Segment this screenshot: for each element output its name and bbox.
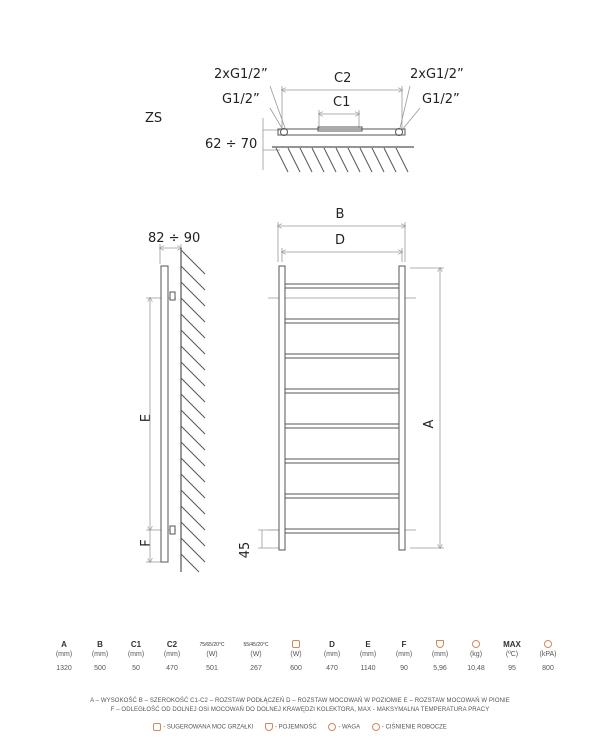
- dim-right-inner: G1/2”: [422, 92, 460, 107]
- spec-value: 10,48: [467, 665, 485, 672]
- dim-left-inner: G1/2”: [222, 92, 260, 107]
- dim-b-label: B: [335, 207, 345, 222]
- heater-power-icon: [153, 723, 161, 731]
- dim-d-label: D: [334, 233, 346, 248]
- spec-value: 1140: [360, 665, 376, 672]
- spec-value: 267: [250, 665, 262, 672]
- spec-value: 1320: [56, 665, 72, 672]
- spec-col-max: MAX (ºC): [503, 640, 521, 658]
- dim-e-label: E: [139, 413, 154, 423]
- dim-depth-top: 62 ÷ 70: [205, 137, 258, 152]
- weight-icon: [472, 640, 480, 648]
- dim-right-outer: 2xG1/2”: [410, 67, 464, 82]
- weight-icon: [328, 723, 336, 731]
- pressure-icon: [372, 723, 380, 731]
- spec-value: 50: [132, 665, 140, 672]
- dim-a-label: A: [422, 419, 437, 429]
- spec-value: 95: [508, 665, 516, 672]
- capacity-icon: [265, 723, 273, 731]
- spec-header-row: [46, 640, 566, 659]
- spec-col-b: B (mm): [91, 640, 109, 658]
- spec-value: 470: [326, 665, 338, 672]
- spec-col-weight: (kg): [458, 640, 494, 659]
- capacity-icon: [436, 640, 444, 648]
- spec-col-a: A (mm): [55, 640, 73, 658]
- top-view-label: ZS: [145, 111, 163, 126]
- spec-value: 600: [290, 665, 302, 672]
- legend-heater: - SUGEROWANA MOC GRZAŁKI: [153, 723, 253, 731]
- legend-capacity: - POJEMNOŚĆ: [265, 723, 317, 731]
- spec-value: 501: [206, 665, 218, 672]
- spec-value-row: [46, 659, 566, 672]
- spec-col-heater: (W): [278, 640, 314, 659]
- pressure-icon: [544, 640, 552, 648]
- spec-value: 500: [94, 665, 106, 672]
- dim-left-outer: 2xG1/2”: [214, 67, 268, 82]
- legend-line-2: F – ODLEGŁOŚĆ OD DOLNEJ OSI MOCOWAŃ DO DOLNEJ KRAWĘDZI KOLEKTORA, MAX - MAKSYMALNA TEMPERATURA PRACY: [110, 707, 490, 713]
- spec-col-c1: C1 (mm): [127, 640, 145, 658]
- icon-legend: [0, 723, 600, 731]
- dim-f-label: F: [139, 539, 154, 547]
- dim-c2-label: C2: [334, 71, 352, 86]
- spec-value: 800: [542, 665, 554, 672]
- spec-col-power-75: 75/65/20°C (W): [199, 642, 225, 658]
- spec-col-capacity: (mm): [422, 640, 458, 659]
- spec-table: [46, 640, 566, 672]
- side-view: [139, 231, 205, 572]
- spec-col-f: F (mm): [395, 640, 413, 658]
- top-view: [145, 67, 464, 172]
- legend-pressure: - CIŚNIENIE ROBOCZE: [372, 723, 447, 731]
- spec-value: 470: [166, 665, 178, 672]
- spec-col-e: E (mm): [359, 640, 377, 658]
- spec-col-c2: C2 (mm): [163, 640, 181, 658]
- spec-col-d: D (mm): [323, 640, 341, 658]
- heater-power-icon: [292, 640, 300, 648]
- dim-c1-label: C1: [333, 95, 351, 110]
- legend-line-1: A – WYSOKOŚĆ B – SZEROKOŚĆ C1-C2 – ROZSTAW PODŁĄCZEŃ D – ROZSTAW MOCOWAŃ W POZIOMIE E – ROZSTAW MOCOWAŃ W PIONIE: [90, 698, 510, 704]
- spec-col-power-55: 55/45/20°C (W): [243, 642, 269, 658]
- front-view: [238, 207, 444, 558]
- spec-value: 90: [400, 665, 408, 672]
- spec-col-pressure: (kPA): [530, 640, 566, 659]
- legend-weight: - WAGA: [328, 723, 360, 731]
- dim-depth-side: 82 ÷ 90: [148, 231, 201, 246]
- dim-bottom-label: 45: [238, 541, 253, 559]
- spec-value: 5,96: [433, 665, 447, 672]
